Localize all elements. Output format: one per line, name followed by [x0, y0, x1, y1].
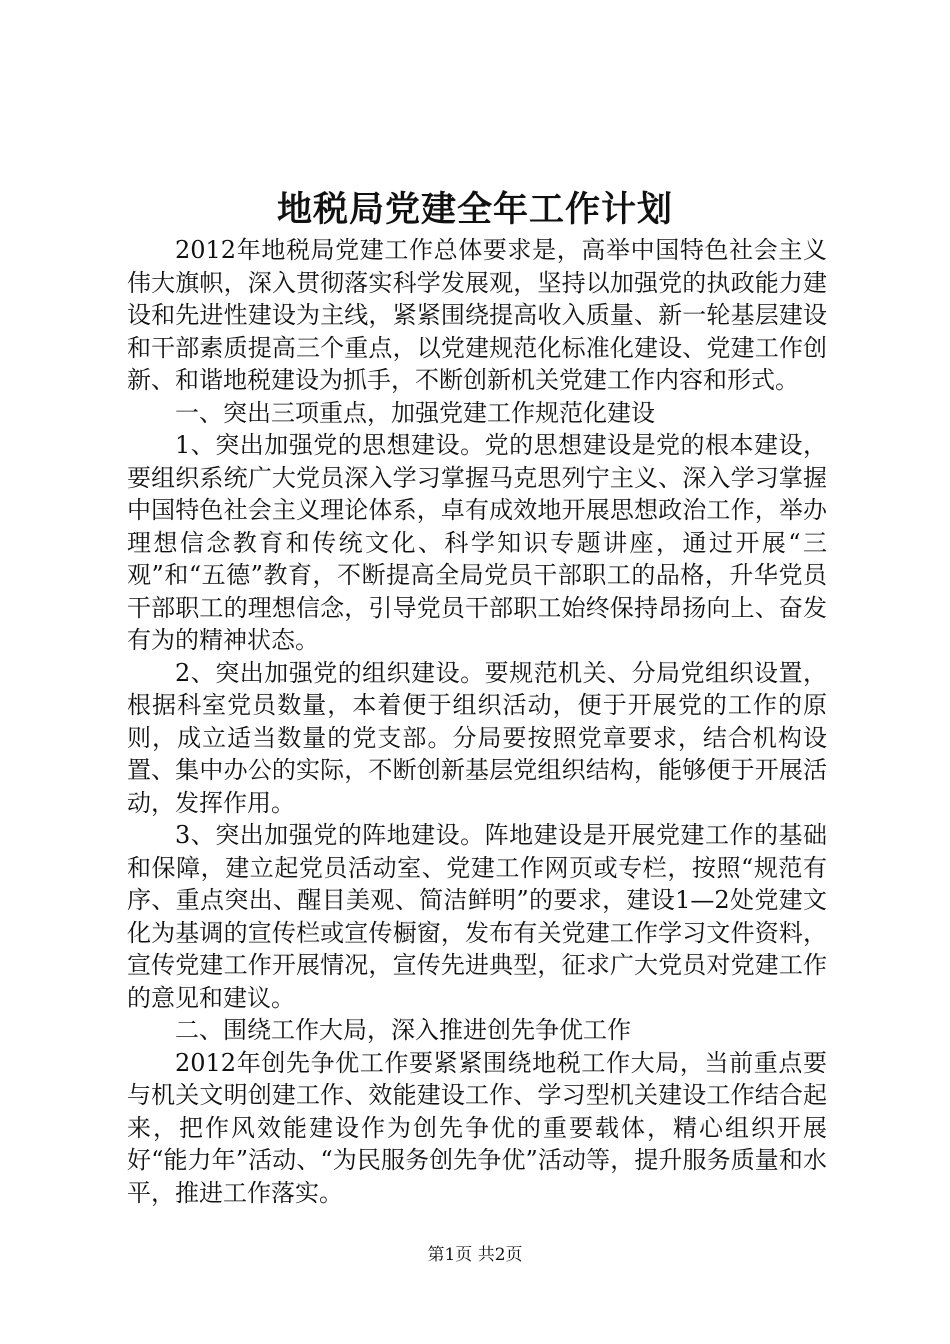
paragraph-organizational: 2、突出加强党的组织建设。要规范机关、分局党组织设置，根据科室党员数量，本着便于组织活动，便于开展党的工作的原则，成立适当数量的党支部。分局要按照党章要求，结合机构设置、集中办公的实际，不断创新基层党组织结构，能够便于开展活动，发挥作用。 [127, 658, 827, 817]
document-title: 地税局党建全年工作计划 [276, 189, 673, 230]
paragraph-intro: 2012年地税局党建工作总体要求是，高举中国特色社会主义伟大旗帜，深入贯彻落实科学发展观，坚持以加强党的执政能力建设和先进性建设为主线，紧紧围绕提高收入质量、新一轮基层建设和干部素质提高三个重点，以党建规范化标准化建设、党建工作创新、和谐地税建设为抓手，不断创新机关党建工作内容和形式。 [127, 236, 827, 394]
document-body [127, 234, 827, 1209]
paragraph-ideological: 1、突出加强党的思想建设。党的思想建设是党的根本建设，要组织系统广大党员深入学习掌握马克思列宁主义、深入学习掌握中国特色社会主义理论体系，卓有成效地开展思想政治工作，举办理想信念教育和传统文化、科学知识专题讲座，通过开展“三观”和“五德”教育，不断提高全局党员干部职工的品格，升华党员干部职工的理想信念，引导党员干部职工始终保持昂扬向上、奋发有为的精神状态。 [127, 431, 827, 654]
section-heading-1: 一、突出三项重点，加强党建工作规范化建设 [175, 398, 655, 427]
paragraph-excellence: 2012年创先争优工作要紧紧围绕地税工作大局，当前重点要与机关文明创建工作、效能建设工作、学习型机关建设工作结合起来，把作风效能建设作为创先争优的重要载体，精心组织开展好“能力年”活动、“为民服务创先争优”活动等，提升服务质量和水平，推进工作落实。 [127, 1048, 827, 1207]
section-heading-2: 二、围绕工作大局，深入推进创先争优工作 [175, 1016, 631, 1044]
page-footer: 第1页 共2页 [427, 1245, 523, 1265]
paragraph-position: 3、突出加强党的阵地建设。阵地建设是开展党建工作的基础和保障，建立起党员活动室、党建工作网页或专栏，按照“规范有序、重点突出、醒目美观、简洁鲜明”的要求，建设1—2处党建文化为基调的宣传栏或宣传橱窗，发布有关党建工作学习文件资料，宣传党建工作开展情况，宣传先进典型，征求广大党员对党建工作的意见和建议。 [127, 821, 827, 1012]
